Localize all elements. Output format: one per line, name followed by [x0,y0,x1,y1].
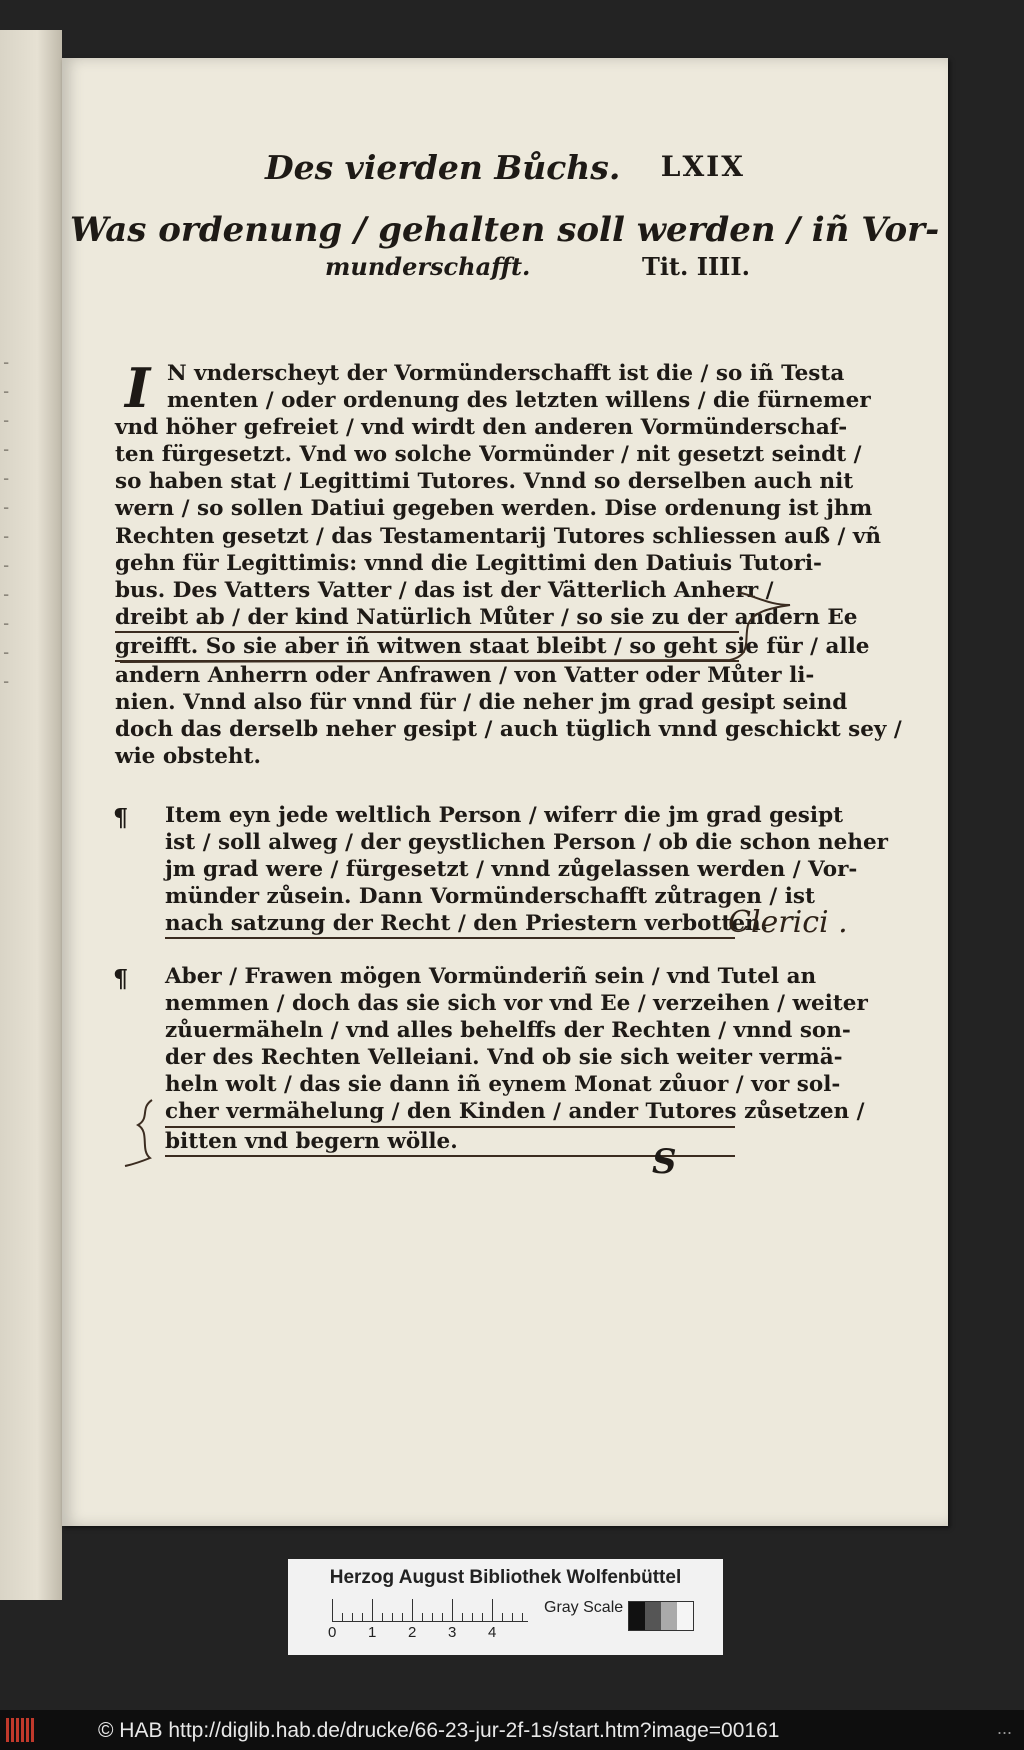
text-line: nien. Vnnd also für vnnd für / die neher jm grad gesipt seind [115,690,848,716]
chapter-heading [70,210,940,292]
text-line-underlined: greifft. So sie aber iñ witwen staat bleibt / so geht sie für / alle [115,633,739,662]
gray-swatch [629,1602,645,1630]
gray-swatch [677,1602,693,1630]
text-line: nemmen / doch das sie sich vor vnd Ee / verzeihen / weiter [165,991,868,1017]
pilcrow-mark: ¶ [113,964,129,993]
pilcrow-mark: ¶ [113,803,129,832]
chapter-heading-line2-text: munderschafft. [325,252,531,281]
paragraph-3-body [165,963,868,1157]
text-line: andern Anherrn oder Anfrawen / von Vatter oder Můter li- [115,663,815,689]
text-line: Rechten gesetzt / das Testamentarij Tutores schliessen auß / vñ [115,523,882,549]
text-line-underlined: cher vermähelung / den Kinden / ander Tutores zůsetzen / [165,1098,735,1127]
library-name: Herzog August Bibliothek Wolfenbüttel [329,1567,682,1588]
text-line: vnd höher gefreiet / vnd wirdt den anderen Vormünderschaf- [115,415,848,441]
margin-note: Clerici . [728,905,848,940]
text-line: ist / soll alweg / der geystlichen Person / ob die schon neher [165,830,889,856]
gray-swatch [661,1602,677,1630]
text-line: münder zůsein. Dann Vormünderschafft zůtragen / ist [165,884,815,910]
ruler-numbers [328,1624,548,1644]
text-line: jm grad were / fürgesetzt / vnnd zůgelassen werden / Vor- [165,857,858,883]
ruler-number: 0 [328,1624,337,1641]
hab-logo-icon [6,1718,46,1742]
chapter-title-number: Tit. IIII. [641,252,750,281]
more-icon[interactable]: ... [996,1718,1012,1738]
text-line: doch das derselb neher gesipt / auch tüglich vnnd geschickt sey / [115,717,902,743]
text-line: ten fürgesetzt. Vnd wo solche Vormünder / nit gesetzt seindt / [115,442,862,468]
text-line: der des Rechten Velleiani. Vnd ob sie sich weiter vermä- [165,1045,843,1071]
text-line: menten / oder ordenung des letzten willens / die fürnemer [167,388,871,414]
text-line-underlined: nach satzung der Recht / den Priestern verbotten. [165,910,735,939]
text-line-underlined: dreibt ab / der kind Natürlich Můter / so sie zu der andern Ee [115,604,739,633]
chapter-heading-line2 [70,252,750,292]
text-line: bus. Des Vatters Vatter / das ist der Vätterlich Anherr / [115,577,774,603]
text-line-underlined: bitten vnd begern wölle. [165,1128,735,1157]
ruler-number: 1 [368,1624,377,1641]
edge-marks: ╴ ╴ ╴ ╴ ╴ ╴ ╴ ╴ ╴ ╴ ╴ ╴ [4,356,13,691]
text-line: gehn für Legittimis: vnnd die Legittimi den Datiuis Tutori- [115,550,822,576]
text-line: zůuermäheln / vnd alles behelffs der Rechten / vnnd son- [165,1018,851,1044]
scale-ruler [332,1599,528,1622]
gray-scale-swatch [628,1601,694,1631]
text-line: wie obsteht. [115,744,261,770]
signature-mark: S [652,1142,677,1182]
text-line: N vnderscheyt der Vormünderschafft ist die / so iñ Testa [167,361,845,386]
source-url[interactable]: © HAB http://diglib.hab.de/drucke/66-23-jur-2f-1s/start.htm?image=00161 [98,1719,780,1742]
text-line: so haben stat / Legittimi Tutores. Vnnd so derselben auch nit [115,469,854,495]
text-line: heln wolt / das sie dann iñ eynem Monat zůuor / vor sol- [165,1072,841,1098]
status-bar [0,1710,1024,1750]
ruler-number: 4 [488,1624,497,1641]
paragraph-1 [115,356,902,770]
decorated-initial: I [125,356,151,420]
text-line: Item eyn jede weltlich Person / wiferr die jm grad gesipt [165,803,844,828]
text-line: wern / so sollen Datiui gegeben werden. Dise ordenung ist jhm [115,496,873,522]
running-head-title: Des vierden Bůchs. [265,148,621,187]
previous-page-edge [0,30,62,1600]
library-color-card [288,1559,723,1655]
gray-swatch [645,1602,661,1630]
running-head [205,148,745,194]
chapter-heading-line1: Was ordenung / gehalten soll werden / iñ Vor- [70,210,940,250]
gray-scale-label: Gray Scale [544,1599,624,1616]
ruler-number: 3 [448,1624,457,1641]
text-line: Aber / Frawen mögen Vormünderiñ sein / vnd Tutel an [165,964,817,989]
ruler-number: 2 [408,1624,417,1641]
folio-number: LXIX [660,150,745,183]
